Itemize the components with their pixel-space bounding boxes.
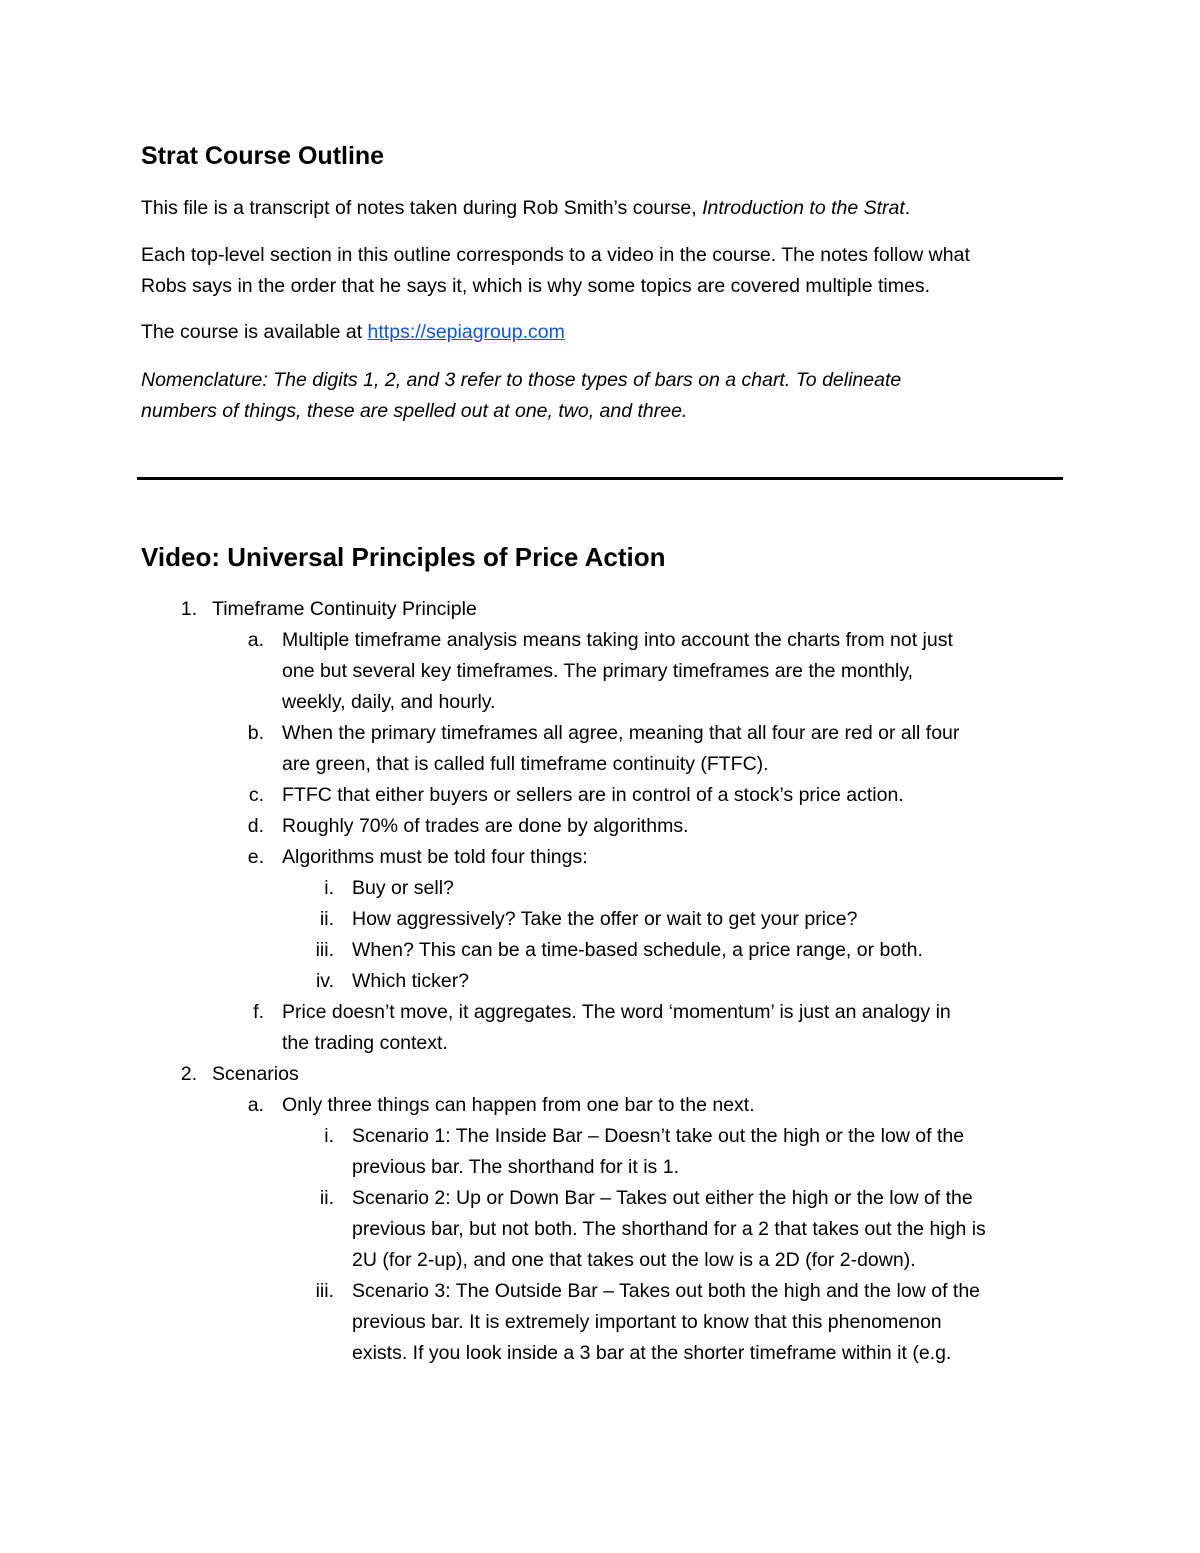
intro-paragraph-transcript: [141, 193, 1063, 224]
list-item-text: Scenario 1: The Inside Bar – Doesn’t take out the high or the low of the: [352, 1125, 965, 1147]
list-item: [141, 1059, 1063, 1090]
list-item: [141, 594, 1063, 625]
list-marker: ii.: [319, 1187, 334, 1209]
intro-sections-line-2: Robs says in the order that he says it, which is why some topics are covered multiple times.: [141, 275, 930, 297]
list-marker: a.: [247, 629, 264, 651]
list-item: [141, 873, 1063, 904]
list-marker: i.: [324, 1125, 334, 1147]
list-item-text: previous bar. It is extremely important to know that this phenomenon: [352, 1311, 942, 1333]
list-marker: d.: [247, 815, 264, 837]
intro-sections-line-1: Each top-level section in this outline corresponds to a video in the course. The notes follow what: [141, 244, 970, 266]
list-marker: ii.: [319, 908, 334, 930]
list-item-text: How aggressively? Take the offer or wait to get your price?: [352, 908, 858, 930]
list-item-text: FTFC that either buyers or sellers are in control of a stock’s price action.: [282, 784, 904, 806]
list-item: [141, 1121, 1063, 1183]
list-item-text: Buy or sell?: [352, 877, 454, 899]
list-item-text: Which ticker?: [352, 970, 470, 992]
intro-paragraph-availability: [141, 317, 1063, 348]
course-link[interactable]: https://sepiagroup.com: [367, 321, 565, 343]
list-item: [141, 935, 1063, 966]
list-item-text: exists. If you look inside a 3 bar at the shorter timeframe within it (e.g.: [352, 1342, 952, 1364]
list-item-text: one but several key timeframes. The primary timeframes are the monthly,: [282, 660, 914, 682]
list-item-text: are green, that is called full timeframe continuity (FTFC).: [282, 753, 769, 775]
list-item-text: Roughly 70% of trades are done by algorithms.: [282, 815, 689, 837]
list-item-text: Scenarios: [212, 1063, 299, 1085]
document-title: Strat Course Outline: [141, 142, 385, 170]
intro-text: This file is a transcript of notes taken during Rob Smith’s course,: [141, 197, 703, 219]
list-item: [141, 997, 1063, 1059]
list-item: [141, 780, 1063, 811]
course-name: Introduction to the Strat: [702, 197, 905, 219]
list-item-text: Algorithms must be told four things:: [282, 846, 588, 868]
list-item: [141, 1183, 1063, 1276]
list-item: [141, 904, 1063, 935]
list-item-text: weekly, daily, and hourly.: [282, 691, 496, 713]
list-marker: 1.: [180, 598, 197, 620]
list-marker: b.: [247, 722, 264, 744]
list-marker: i.: [324, 877, 334, 899]
list-item: [141, 811, 1063, 842]
section-heading: Video: Universal Principles of Price Action: [141, 542, 666, 572]
horizontal-divider: [137, 477, 1063, 480]
list-item-text: When? This can be a time-based schedule, a price range, or both.: [352, 939, 923, 961]
intro-period: .: [904, 197, 911, 219]
nomenclature-paragraph: [141, 365, 1063, 427]
list-marker: e.: [247, 846, 264, 868]
list-marker: iii.: [315, 939, 334, 961]
nomenclature-line-1: Nomenclature: The digits 1, 2, and 3 refer to those types of bars on a chart. To delineate: [141, 369, 902, 391]
list-item-text: Scenario 3: The Outside Bar – Takes out both the high and the low of the: [352, 1280, 981, 1302]
list-item: [141, 625, 1063, 718]
list-marker: a.: [247, 1094, 264, 1116]
list-item: [141, 718, 1063, 780]
list-marker: f.: [253, 1001, 264, 1023]
list-item-text: previous bar. The shorthand for it is 1.: [352, 1156, 679, 1178]
list-item-text: Timeframe Continuity Principle: [212, 598, 477, 620]
list-item-text: When the primary timeframes all agree, meaning that all four are red or all four: [282, 722, 960, 744]
list-marker: c.: [248, 784, 264, 806]
list-item-text: the trading context.: [282, 1032, 448, 1054]
list-item-text: Price doesn’t move, it aggregates. The word ‘momentum’ is just an analogy in: [282, 1001, 951, 1023]
list-item: [141, 966, 1063, 997]
list-marker: iv.: [315, 970, 334, 992]
list-marker: iii.: [315, 1280, 334, 1302]
list-item-text: Only three things can happen from one bar to the next.: [282, 1094, 755, 1116]
list-item-text: Scenario 2: Up or Down Bar – Takes out either the high or the low of the: [352, 1187, 973, 1209]
list-item: [141, 1090, 1063, 1121]
availability-text: The course is available at: [141, 321, 368, 343]
list-item-text: previous bar, but not both. The shorthand for a 2 that takes out the high is: [352, 1218, 986, 1240]
intro-paragraph-sections: [141, 240, 1063, 302]
list-item: [141, 842, 1063, 873]
list-item-text: 2U (for 2-up), and one that takes out the low is a 2D (for 2-down).: [352, 1249, 916, 1271]
outline-list: [141, 594, 1063, 1369]
list-item: [141, 1276, 1063, 1369]
list-item-text: Multiple timeframe analysis means taking into account the charts from not just: [282, 629, 953, 651]
nomenclature-line-2: numbers of things, these are spelled out at one, two, and three.: [141, 400, 688, 422]
list-marker: 2.: [180, 1063, 197, 1085]
